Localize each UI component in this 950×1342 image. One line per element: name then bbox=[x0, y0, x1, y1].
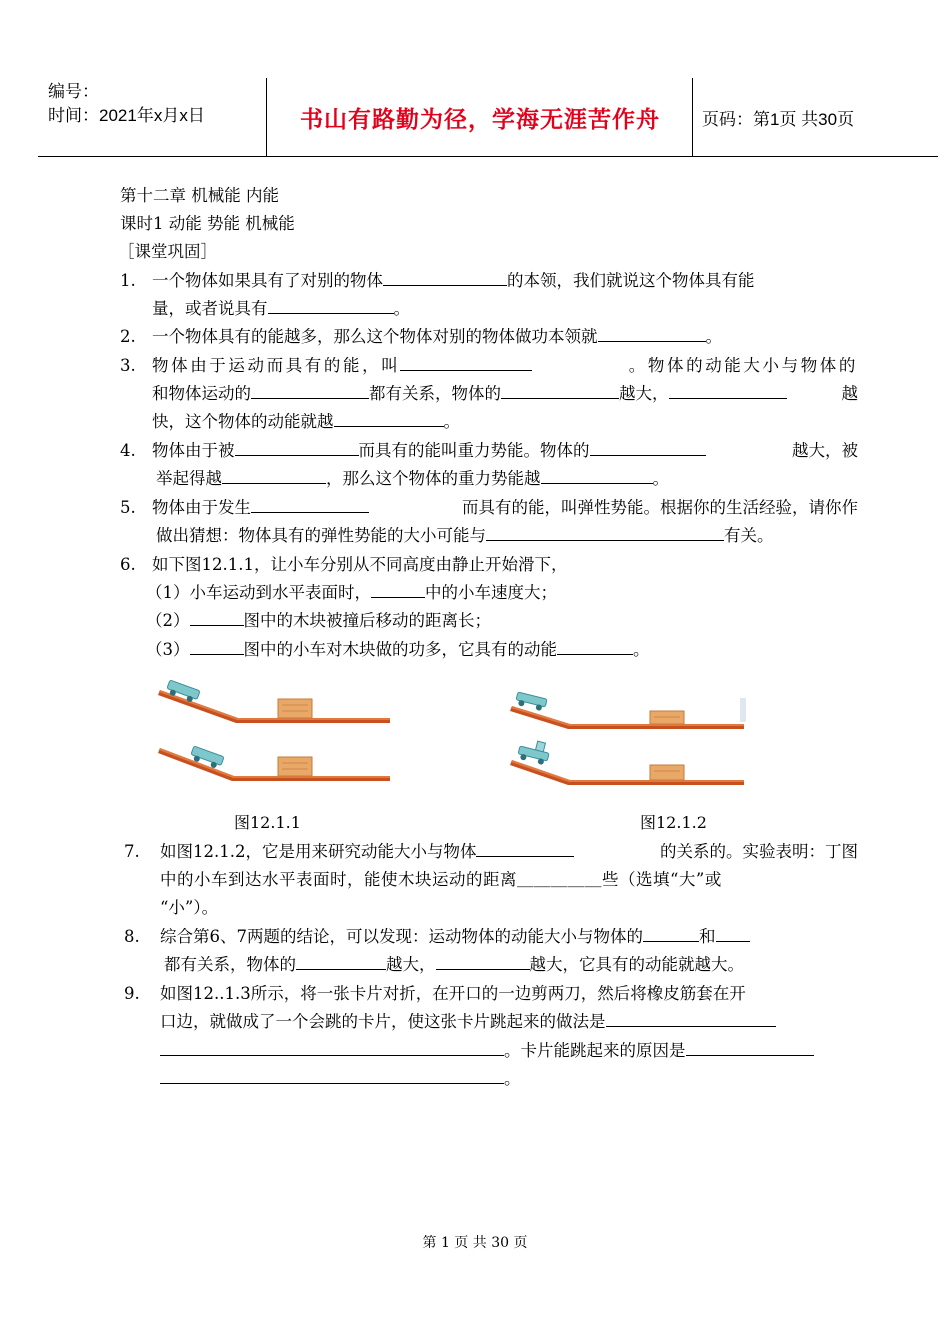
question-text: 如下图12.1.1，让小车分别从不同高度由静止开始滑下， bbox=[152, 555, 568, 574]
question-1-cont bbox=[152, 295, 410, 323]
wood-block bbox=[650, 765, 684, 780]
answer-blank[interactable] bbox=[371, 579, 425, 598]
question-3-cont2 bbox=[152, 408, 460, 436]
question-text: 如图12.1.2，它是用来研究动能大小与物体 bbox=[160, 842, 477, 861]
answer-blank[interactable] bbox=[190, 607, 244, 626]
question-4 bbox=[120, 437, 858, 465]
question-9-cont bbox=[160, 1008, 776, 1036]
question-text: 和 bbox=[699, 927, 716, 946]
question-text: 。 bbox=[705, 327, 722, 346]
question-4-cont bbox=[156, 465, 669, 493]
question-text: 中的小车到达水平表面时，能使木块运动的距离＿＿＿＿＿些（选填“大”或 bbox=[160, 870, 722, 889]
answer-blank[interactable] bbox=[222, 465, 326, 484]
answer-blank[interactable] bbox=[606, 1008, 776, 1027]
question-9-cont3 bbox=[160, 1065, 521, 1093]
question-text: 口边，就做成了一个会跳的卡片，使这张卡片跳起来的做法是 bbox=[160, 1012, 606, 1031]
answer-blank[interactable] bbox=[251, 494, 369, 513]
answer-blank[interactable] bbox=[400, 352, 532, 371]
question-text: 。卡片能跳起来的原因是 bbox=[504, 1041, 686, 1060]
chapter-title: 第十二章 机械能 内能 bbox=[120, 186, 279, 205]
ramp-setup-top bbox=[158, 680, 390, 723]
wood-block bbox=[278, 757, 312, 776]
question-text: 越大， bbox=[386, 955, 436, 974]
question-number: 1. bbox=[120, 271, 136, 290]
question-number: 7. bbox=[124, 842, 140, 861]
answer-blank[interactable] bbox=[541, 465, 653, 484]
answer-blank[interactable] bbox=[268, 295, 394, 314]
question-text: 都有关系，物体的 bbox=[369, 384, 501, 403]
question-text: 一个物体如果具有了对别的物体 bbox=[152, 271, 383, 290]
question-7 bbox=[124, 838, 858, 866]
answer-blank[interactable] bbox=[251, 380, 369, 399]
header-divider bbox=[692, 78, 693, 156]
figure-caption: 图12.1.1 bbox=[234, 813, 301, 832]
question-number: 6. bbox=[120, 555, 136, 574]
answer-blank[interactable] bbox=[686, 1037, 814, 1056]
answer-blank[interactable] bbox=[436, 951, 530, 970]
question-text: 和物体运动的 bbox=[152, 384, 251, 403]
question-2 bbox=[120, 323, 722, 351]
answer-blank[interactable] bbox=[476, 838, 574, 857]
question-text: （3） bbox=[146, 640, 190, 659]
question-text: 物体由于运动而具有的能，叫 bbox=[152, 356, 401, 375]
lesson-title: 课时1 动能 势能 机械能 bbox=[120, 214, 295, 233]
page-header bbox=[38, 78, 938, 157]
question-text: （2） bbox=[146, 611, 190, 630]
answer-blank[interactable] bbox=[160, 1037, 504, 1056]
question-8-cont bbox=[164, 951, 744, 979]
question-text: 如图12..1.3所示，将一张卡片对折，在开口的一边剪两刀，然后将橡皮筋套在开 bbox=[160, 984, 746, 1003]
question-number: 8. bbox=[124, 927, 140, 946]
question-5-cont bbox=[156, 522, 774, 550]
header-meta bbox=[48, 80, 266, 128]
question-text: 一个物体具有的能越多，那么这个物体对别的物体做功本领就 bbox=[152, 327, 598, 346]
toy-cart-loaded bbox=[517, 737, 551, 766]
question-number: 5. bbox=[120, 498, 136, 517]
header-page-info: 页码：第1页 共30页 bbox=[702, 109, 855, 129]
ramp-setup-bottom bbox=[510, 737, 744, 785]
question-text: 。物体的动能大小与物体的 bbox=[628, 356, 858, 375]
wall-edge bbox=[740, 698, 746, 722]
question-text: 中的小车速度大； bbox=[425, 583, 557, 602]
answer-blank[interactable] bbox=[160, 1065, 504, 1084]
question-text: （1）小车运动到水平表面时， bbox=[146, 583, 371, 602]
answer-blank[interactable] bbox=[598, 323, 706, 342]
question-8 bbox=[124, 923, 750, 951]
question-text: 。 bbox=[443, 412, 460, 431]
question-text: 物体由于被 bbox=[152, 441, 235, 460]
question-9 bbox=[124, 980, 746, 1008]
question-number: 4. bbox=[120, 441, 136, 460]
question-text: 的本领，我们就说这个物体具有能 bbox=[507, 271, 755, 290]
question-text: 越大，它具有的动能就越大。 bbox=[529, 955, 744, 974]
question-text: ，那么这个物体的重力势能越 bbox=[326, 469, 541, 488]
question-text: 有关。 bbox=[724, 526, 774, 545]
question-6 bbox=[120, 551, 567, 579]
question-text: 。 bbox=[633, 640, 650, 659]
section-title: ［课堂巩固］ bbox=[118, 242, 217, 261]
figure-12-1-1 bbox=[158, 674, 394, 786]
time-label: 时间：2021年x月x日 bbox=[48, 106, 205, 125]
question-1 bbox=[120, 267, 755, 295]
question-6-part-3 bbox=[146, 636, 650, 664]
question-6-part-2 bbox=[146, 607, 491, 635]
figure-caption: 图12.1.2 bbox=[640, 813, 707, 832]
ramp-setup-bottom bbox=[158, 746, 390, 781]
answer-blank[interactable] bbox=[235, 437, 359, 456]
answer-blank[interactable] bbox=[669, 380, 787, 399]
question-5 bbox=[120, 494, 858, 522]
page-footer: 第 1 页 共 30 页 bbox=[422, 1235, 528, 1251]
question-text: 物体由于发生 bbox=[152, 498, 251, 517]
answer-blank[interactable] bbox=[296, 951, 386, 970]
question-text: 举起得越 bbox=[156, 469, 222, 488]
figure-12-1-2 bbox=[510, 688, 748, 788]
question-9-cont2 bbox=[160, 1037, 814, 1065]
question-text: 的关系的。实验表明：丁图 bbox=[660, 842, 858, 861]
number-label: 编号： bbox=[48, 82, 99, 101]
answer-blank[interactable] bbox=[716, 923, 750, 942]
question-text: 。 bbox=[393, 299, 410, 318]
answer-blank[interactable] bbox=[557, 636, 633, 655]
question-text: 图中的木块被撞后移动的距离长； bbox=[243, 611, 491, 630]
question-3 bbox=[120, 352, 858, 380]
question-3-cont bbox=[152, 380, 858, 408]
question-text: 越大， bbox=[619, 384, 669, 403]
answer-blank[interactable] bbox=[334, 408, 444, 427]
wood-block bbox=[278, 699, 312, 718]
header-motto: 书山有路勤为径，学海无涯苦作舟 bbox=[300, 106, 660, 133]
question-text: 。 bbox=[504, 1069, 521, 1088]
answer-blank[interactable] bbox=[590, 437, 706, 456]
question-6-part-1 bbox=[146, 579, 557, 607]
question-text: 都有关系，物体的 bbox=[164, 955, 296, 974]
ramp-setup-top bbox=[510, 692, 746, 729]
question-text: 越大，被 bbox=[792, 441, 858, 460]
answer-blank[interactable] bbox=[643, 923, 699, 942]
header-divider bbox=[266, 78, 267, 156]
question-number: 3. bbox=[120, 356, 136, 375]
question-text: 做出猜想：物体具有的弹性势能的大小可能与 bbox=[156, 526, 486, 545]
answer-blank[interactable] bbox=[486, 522, 724, 541]
question-text: 快，这个物体的动能就越 bbox=[152, 412, 334, 431]
question-number: 9. bbox=[124, 984, 140, 1003]
question-text: 而具有的能叫重力势能。物体的 bbox=[358, 441, 590, 460]
question-number: 2. bbox=[120, 327, 136, 346]
question-7-cont2 bbox=[160, 894, 218, 922]
question-text: 综合第6、7两题的结论，可以发现：运动物体的动能大小与物体的 bbox=[160, 927, 643, 946]
question-text: 量，或者说具有 bbox=[152, 299, 268, 318]
question-text: “小”）。 bbox=[160, 898, 219, 917]
question-text: 越 bbox=[841, 384, 858, 403]
answer-blank[interactable] bbox=[501, 380, 619, 399]
answer-blank[interactable] bbox=[190, 636, 244, 655]
question-text: 而具有的能，叫弹性势能。根据你的生活经验，请你作 bbox=[462, 498, 858, 517]
question-7-cont bbox=[160, 866, 858, 894]
question-text: 。 bbox=[652, 469, 669, 488]
answer-blank[interactable] bbox=[383, 267, 507, 286]
question-text: 图中的小车对木块做的功多，它具有的动能 bbox=[243, 640, 557, 659]
